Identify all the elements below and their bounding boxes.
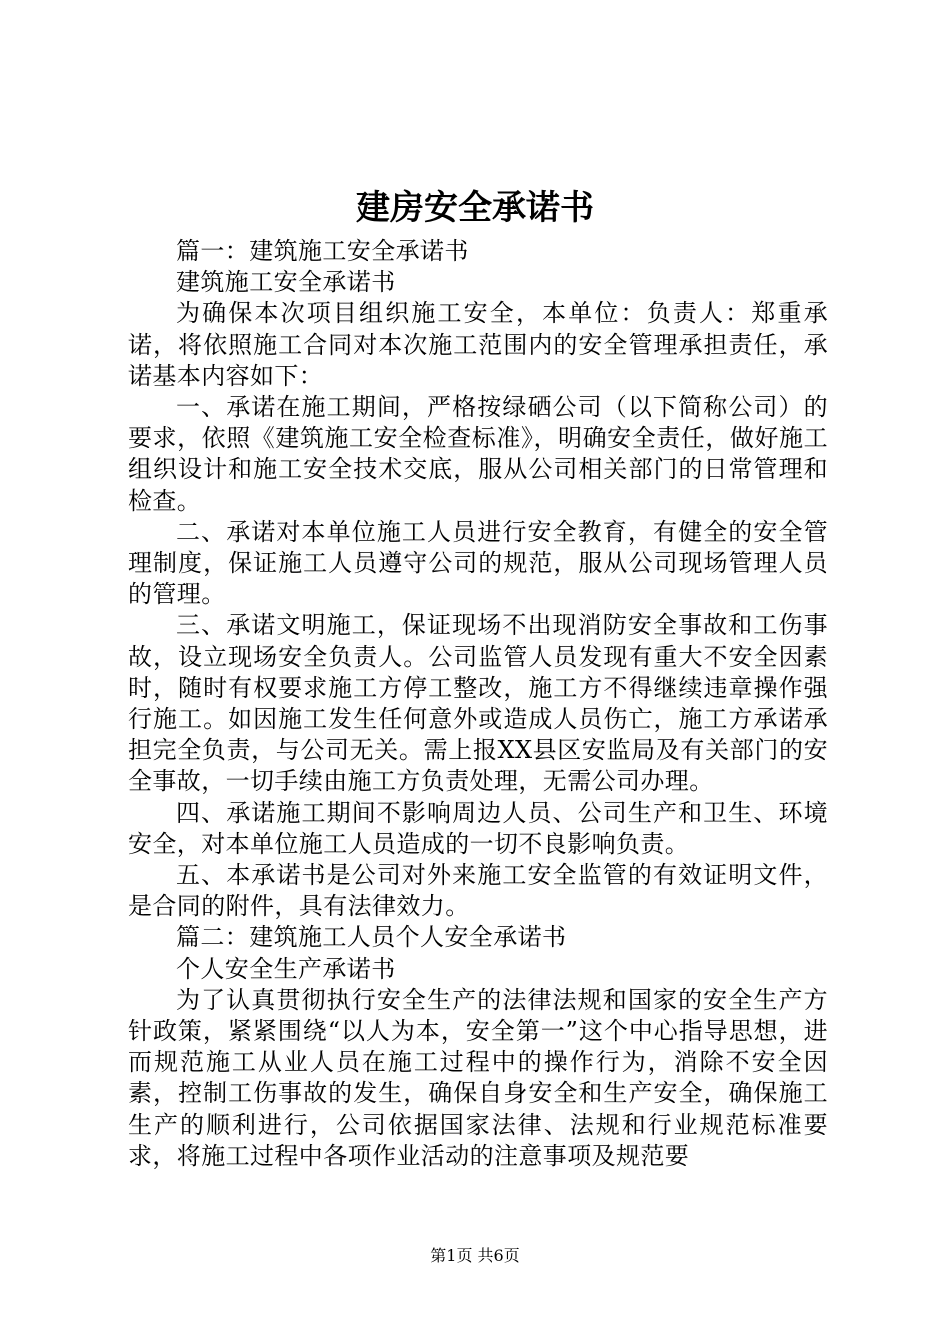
paragraph: 一、承诺在施工期间，严格按绿硒公司（以下简称公司）的要求，依照《建筑施工安全检查标准》，明确安全责任，做好施工组织设计和施工安全技术交底，服从公司相关部门的日常管理和检查。 — [128, 393, 828, 515]
paragraph: 三、承诺文明施工，保证现场不出现消防安全事故和工伤事故，设立现场安全负责人。公司监管人员发现有重大不安全因素时，随时有权要求施工方停工整改，施工方不得继续违章操作强行施工。如因施工发生任何意外或造成人员伤亡，施工方承诺承担完全负责，与公司无关。需上报XX县区安监局及有关部门的安全事故，一切手续由施工方负责处理，无需公司办理。 — [128, 611, 828, 796]
paragraph: 二、承诺对本单位施工人员进行安全教育，有健全的安全管理制度，保证施工人员遵守公司的规范，服从公司现场管理人员的管理。 — [128, 517, 828, 609]
subheading-2: 个人安全生产承诺书 — [176, 954, 396, 983]
paragraph: 四、承诺施工期间不影响周边人员、公司生产和卫生、环境安全，对本单位施工人员造成的一切不良影响负责。 — [128, 798, 828, 858]
paragraph: 为确保本次项目组织施工安全，本单位：负责人：郑重承诺，将依照施工合同对本次施工范围内的安全管理承担责任，承诺基本内容如下： — [128, 299, 828, 390]
page-footer: 第1页 共6页 — [430, 1246, 520, 1265]
document-title: 建房安全承诺书 — [356, 188, 594, 228]
paragraph: 五、本承诺书是公司对外来施工安全监管的有效证明文件，是合同的附件，具有法律效力。 — [128, 861, 828, 921]
subheading-1: 建筑施工安全承诺书 — [176, 268, 396, 297]
paragraph: 为了认真贯彻执行安全生产的法律法规和国家的安全生产方针政策，紧紧围绕“以人为本，安全第一”这个中心指导思想，进而规范施工从业人员在施工过程中的操作行为，消除不安全因素，控制工伤事故的发生，确保自身安全和生产安全，确保施工生产的顺利进行，公司依据国家法律、法规和行业规范标准要求，将施工过程中各项作业活动的注意事项及规范要 — [128, 985, 828, 1170]
document-body — [128, 236, 828, 1172]
section-heading-2: 篇二：建筑施工人员个人安全承诺书 — [176, 923, 567, 952]
section-heading-1: 篇一：建筑施工安全承诺书 — [176, 237, 469, 265]
